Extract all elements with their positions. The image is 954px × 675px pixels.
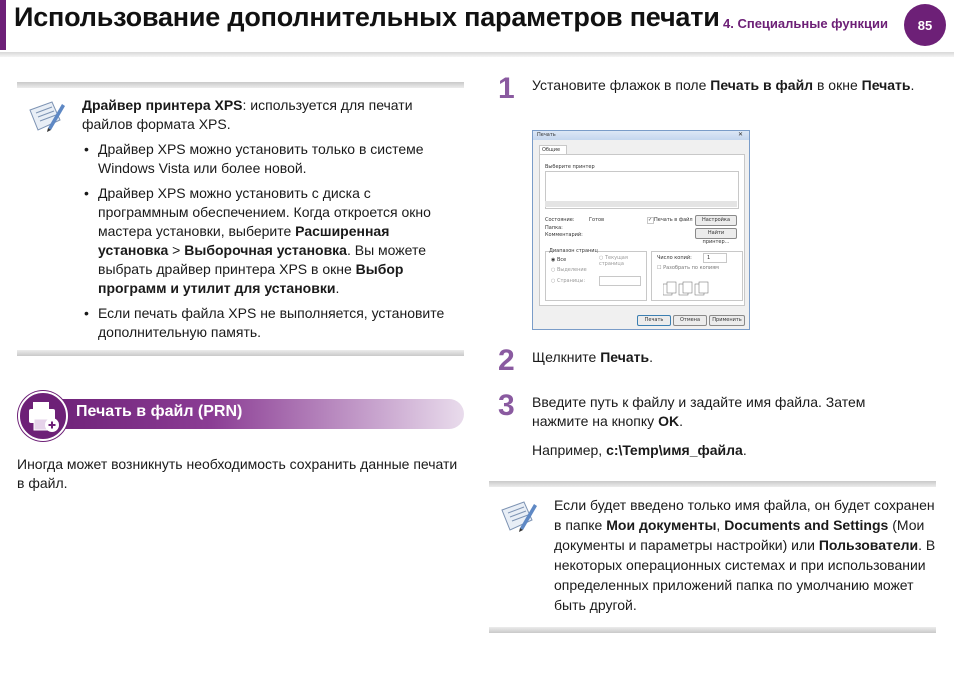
pages-input[interactable] (599, 276, 641, 286)
section-title: Печать в файл (PRN) (76, 403, 243, 420)
range-all-label: Все (556, 257, 567, 263)
note-top-border (17, 82, 464, 88)
step-bold: Печать (600, 349, 650, 365)
list-item (82, 140, 462, 178)
step-text: . (649, 349, 654, 365)
step-text: Щелкните (532, 349, 601, 365)
bullet-bold: Расширенная установка (98, 223, 390, 258)
apply-button[interactable]: Применить (709, 315, 745, 326)
step-number: 2 (498, 344, 515, 377)
step-3-text (532, 393, 922, 431)
dialog-title: Печать (537, 132, 556, 138)
location-label: Папка: (545, 225, 563, 231)
print-button[interactable]: Печать (637, 315, 671, 326)
step-text: . (910, 77, 915, 93)
header-divider (0, 52, 954, 57)
note-text: Если будет введено только имя файла, он будет сохранен в папке (554, 497, 935, 533)
step-2-text (532, 348, 922, 367)
print-to-file-checkbox[interactable]: ✓ (648, 217, 653, 223)
section-intro: Иногда может возникнуть необходимость сохранить данные печати в файл. (17, 456, 458, 491)
step-3-example (532, 441, 922, 460)
step-text: Установите флажок в поле (532, 77, 711, 93)
bullet-text: . Вы можете выбрать драйвер принтера XPS в окне (98, 242, 427, 277)
collate-pages-icon (663, 280, 711, 296)
dialog-titlebar (533, 131, 749, 140)
range-selection-radio[interactable]: ○ Выделение (551, 267, 587, 273)
header-accent-bar (0, 0, 6, 50)
note-icon (498, 498, 538, 539)
note-xps-intro-bold: Драйвер принтера XPS (82, 97, 243, 113)
print-to-file-label: Печать в файл (654, 217, 693, 223)
step-text: Введите путь к файлу и задайте имя файла. Затем нажмите на кнопку (532, 394, 866, 429)
printer-file-icon (18, 391, 68, 441)
status-label: Состояние: (545, 217, 575, 223)
select-printer-label: Выберите принтер (545, 164, 595, 170)
note-xps-content (82, 96, 462, 342)
note-text: , (716, 517, 725, 533)
bullet-text: > (168, 242, 185, 258)
cancel-button[interactable]: Отмена (673, 315, 707, 326)
close-icon[interactable]: ✕ (738, 131, 744, 138)
copies-input[interactable] (703, 253, 727, 263)
bullet-text: Драйвер XPS можно установить с диска с программным обеспечением. Когда откроется окно мастера установки, выберите (98, 185, 431, 239)
note-xps-intro-text: : используется для печати файлов формата XPS. (82, 97, 413, 132)
print-dialog-screenshot (532, 130, 750, 330)
range-current-radio[interactable]: ○ Текущая страница (599, 255, 628, 267)
range-current-label: Текущая страница (599, 255, 628, 267)
range-selection-label: Выделение (556, 267, 587, 273)
copies-value: 1 (707, 255, 711, 261)
page-range-label: Диапазон страниц (549, 248, 598, 254)
step-bold: Печать в файл (710, 77, 814, 93)
note-bold: Documents and Settings (724, 517, 889, 533)
step-text: в окне (813, 77, 862, 93)
page-number-badge: 85 (904, 4, 946, 46)
note-xps-intro (82, 96, 462, 134)
find-printer-button[interactable]: Найти принтер... (695, 228, 737, 239)
range-all-radio[interactable]: ◉ Все (551, 257, 567, 263)
tab-label: Общие (542, 147, 561, 153)
step-number: 1 (498, 72, 515, 105)
note-bold: Пользователи (818, 537, 919, 553)
status-value: Готов (589, 217, 605, 223)
chapter-label: 4. Специальные функции (723, 16, 888, 31)
copies-label: Число копий: (657, 255, 692, 261)
settings-button[interactable]: Настройка (695, 215, 737, 226)
bullet-text: Если печать файла XPS не выполняется, установите дополнительную память. (98, 305, 445, 340)
step-text: . (679, 413, 683, 429)
bullet-bold: Выборочная установка (184, 242, 347, 258)
step-text: . (742, 442, 747, 458)
note-path-content (554, 495, 942, 615)
collate-checkbox[interactable]: ☐ Разобрать по копиям (657, 265, 719, 271)
bullet-bold: Выбор программ и утилит для установки (98, 261, 404, 296)
step-1-text (532, 76, 922, 95)
range-pages-label: Страницы: (556, 278, 586, 284)
note-bottom-border (489, 627, 936, 633)
note-bold: Мои документы (606, 517, 717, 533)
comment-label: Комментарий: (545, 232, 583, 238)
collate-label: Разобрать по копиям (663, 265, 719, 271)
step-bold: Печать (861, 77, 911, 93)
list-item (82, 184, 462, 298)
note-text: (Мои документы и параметры настройки) или (554, 517, 925, 553)
bullet-text: . (335, 280, 340, 296)
example-path: c:\Temp\имя_файла (606, 442, 743, 458)
bullet-text: Драйвер XPS можно установить только в системе Windows Vista или более новой. (98, 141, 424, 176)
note-text: . В некоторых операционных системах и при использовании определенных приложений папка по умолчанию может быть другой. (554, 537, 936, 613)
note-bottom-border (17, 350, 464, 356)
step-text: Например, (532, 442, 607, 458)
list-item (82, 304, 462, 342)
step-number: 3 (498, 389, 515, 422)
note-xps-list (82, 140, 462, 342)
step-bold: OK (658, 413, 680, 429)
note-icon (26, 98, 66, 139)
note-top-border (489, 481, 936, 487)
printer-list-scrollbar[interactable] (545, 201, 737, 207)
range-pages-radio[interactable]: ○ Страницы: (551, 278, 586, 284)
page-title: Использование дополнительных параметров печати (14, 2, 720, 32)
